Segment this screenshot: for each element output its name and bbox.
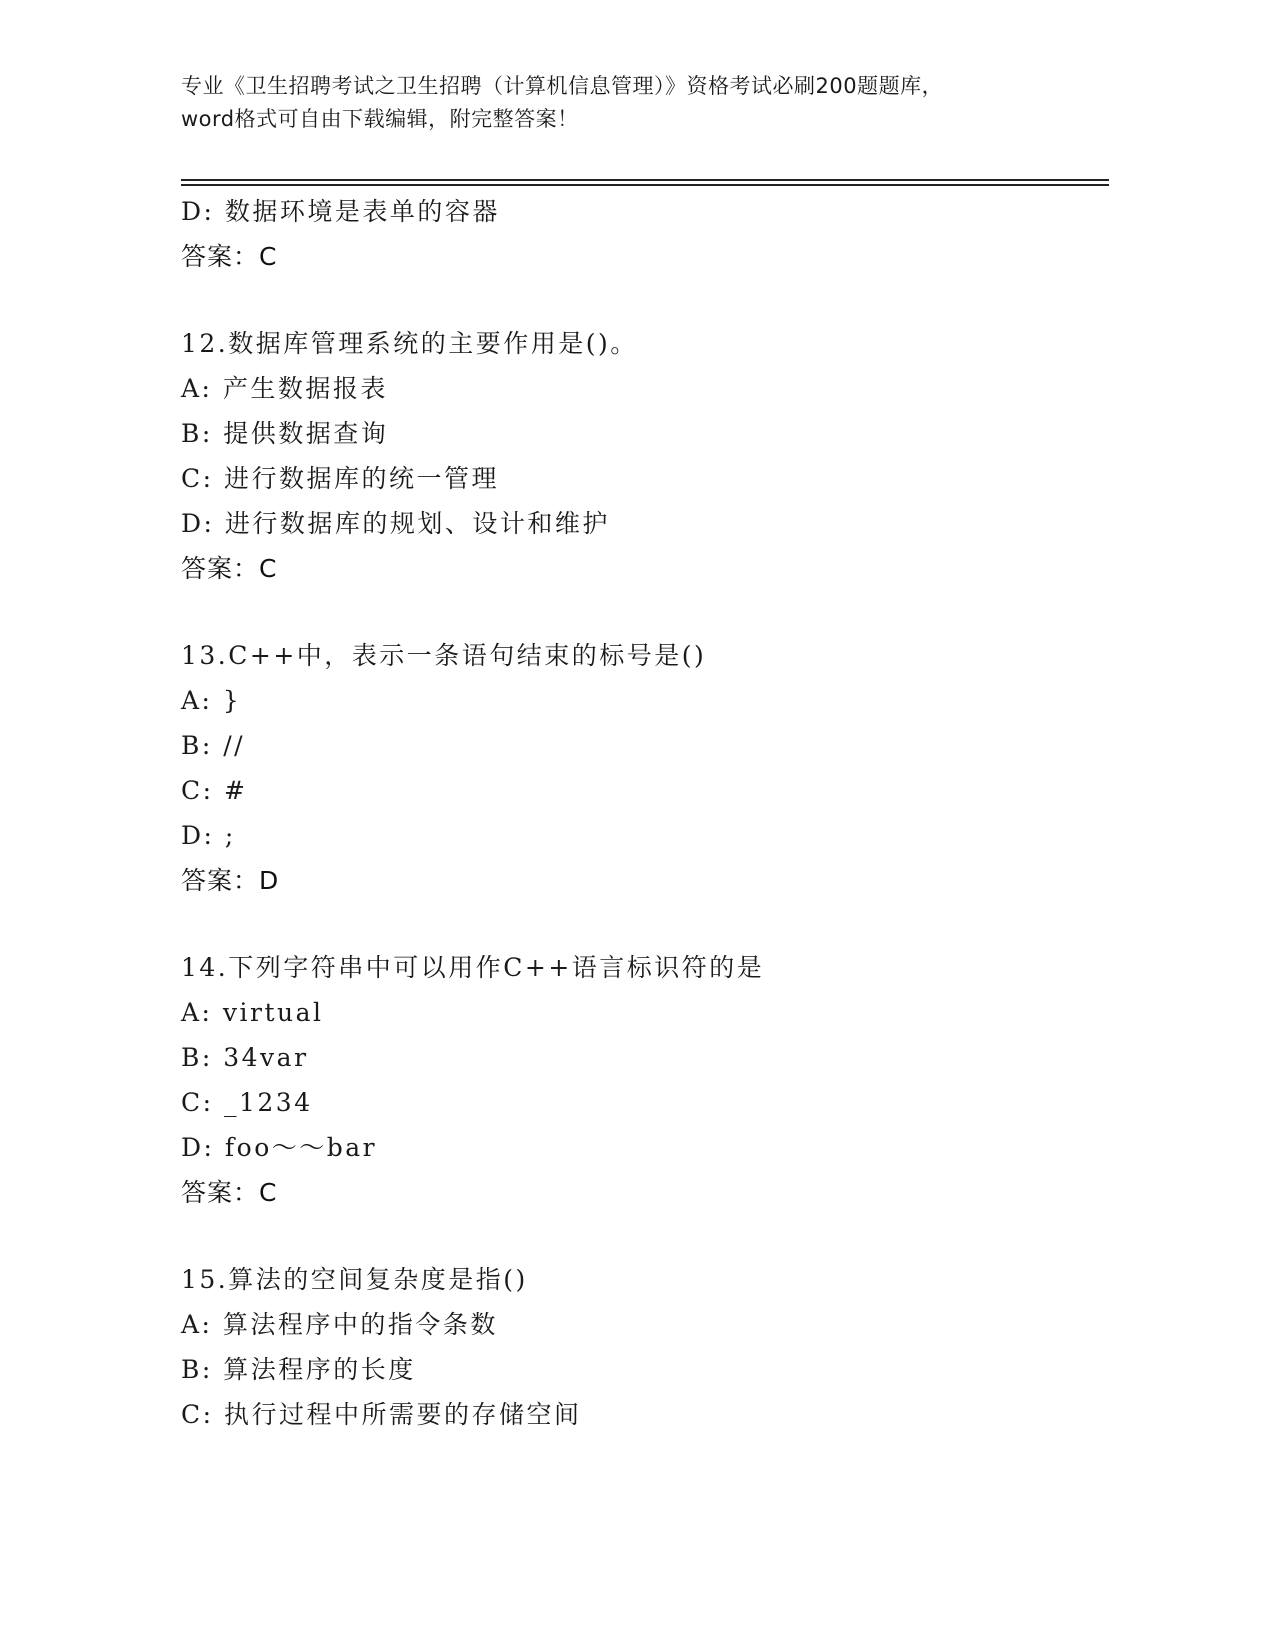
option-b: B: 算法程序的长度 [181, 1355, 416, 1384]
header-divider-bottom [181, 184, 1109, 186]
option-d: D: ; [181, 821, 236, 850]
header-line-2: word格式可自由下载编辑，附完整答案！ [181, 107, 579, 131]
question-12 [181, 321, 1101, 591]
question-stem: 15.算法的空间复杂度是指() [181, 1265, 528, 1294]
option-c: C: 执行过程中所需要的存储空间 [181, 1400, 582, 1429]
question-11-continued [181, 189, 1101, 279]
option-b: B: // [181, 731, 246, 760]
option-a: A: } [181, 686, 242, 715]
question-13 [181, 633, 1101, 903]
answer-line: 答案：C [181, 242, 278, 271]
option-a: A: 算法程序中的指令条数 [181, 1310, 498, 1339]
document-header [181, 70, 1101, 136]
option-b: B: 提供数据查询 [181, 419, 389, 448]
question-stem: 12.数据库管理系统的主要作用是()。 [181, 329, 638, 358]
option-c: C: # [181, 776, 248, 805]
option-b: B: 34var [181, 1043, 309, 1072]
spacer [181, 1215, 1101, 1257]
answer-line: 答案：C [181, 554, 278, 583]
option-d: D: 数据环境是表单的容器 [181, 197, 500, 226]
spacer [181, 279, 1101, 321]
question-list [181, 189, 1101, 1437]
answer-line: 答案：D [181, 866, 280, 895]
question-stem: 14.下列字符串中可以用作C++语言标识符的是 [181, 953, 765, 982]
answer-line: 答案：C [181, 1178, 278, 1207]
question-15 [181, 1257, 1101, 1437]
option-a: A: virtual [181, 998, 324, 1027]
header-divider-top [181, 179, 1109, 181]
option-a: A: 产生数据报表 [181, 374, 388, 403]
header-line-1: 专业《卫生招聘考试之卫生招聘（计算机信息管理）》资格考试必刷200题题库， [181, 74, 944, 98]
option-d: D: foo～～bar [181, 1133, 378, 1162]
spacer [181, 903, 1101, 945]
option-d: D: 进行数据库的规划、设计和维护 [181, 509, 610, 538]
option-c: C: _1234 [181, 1088, 313, 1117]
option-c: C: 进行数据库的统一管理 [181, 464, 499, 493]
spacer [181, 591, 1101, 633]
question-14 [181, 945, 1101, 1215]
question-stem: 13.C++中，表示一条语句结束的标号是() [181, 641, 707, 670]
